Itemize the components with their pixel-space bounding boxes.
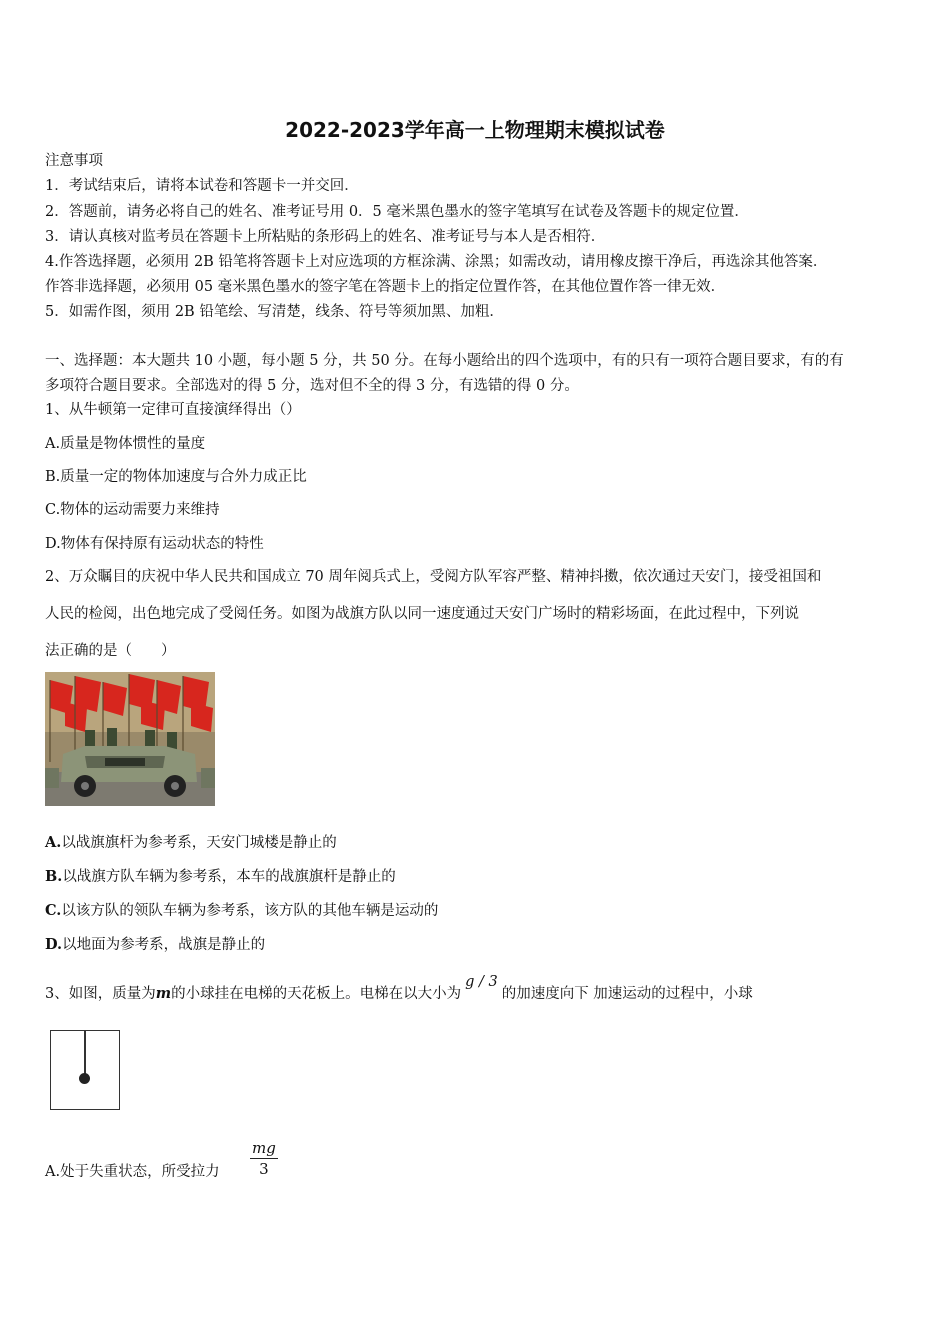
tension-fraction (250, 1138, 278, 1179)
stem-part: 3、如图，质量为 (45, 986, 156, 1002)
stem-part: 的加速度向下 加速运动的过程中，小球 (501, 986, 753, 1002)
notice-item: 4.作答选择题，必须用 2B 铅笔将答题卡上对应选项的方框涂满、涂黑；如需改动，请用橡皮擦干净后，再选涂其他答案． (45, 254, 828, 270)
notice-item: 5．如需作图，须用 2B 铅笔绘、写清楚，线条、符号等须加黑、加粗． (45, 304, 504, 320)
notice-heading: 注意事项 (45, 153, 103, 169)
notice-item: 3．请认真核对监考员在答题卡上所粘贴的条形码上的姓名、准考证号与本人是否相符． (45, 229, 606, 245)
option-text: 以地面为参考系，战旗是静止的 (62, 937, 266, 953)
section-instructions-cont: 多项符合题目要求。全部选对的得 5 分，选对但不全的得 3 分，有选错的得 0 分。 (45, 378, 579, 394)
elevator-diagram (50, 1030, 120, 1110)
question-2-option-d (45, 935, 265, 955)
option-letter: C. (45, 902, 62, 919)
ball-icon (79, 1073, 90, 1084)
question-1-stem: 1、从牛顿第一定律可直接演绎得出（） (45, 402, 301, 418)
mass-symbol: m (155, 985, 172, 1002)
page-title: 2022-2023学年高一上物理期末模拟试卷 (285, 118, 665, 142)
acceleration-expression: g / 3 (465, 974, 498, 990)
question-1-option-a: A.质量是物体惯性的量度 (45, 436, 206, 452)
notice-item: 1．考试结束后，请将本试卷和答题卡一并交回． (45, 178, 359, 194)
option-text: 以战旗方队车辆为参考系，本车的战旗旗杆是静止的 (62, 869, 396, 885)
question-2-option-b (45, 867, 396, 887)
option-letter: A. (45, 834, 62, 851)
question-1-option-d: D.物体有保持原有运动状态的特性 (45, 536, 264, 552)
section-instructions: 一、选择题：本大题共 10 小题，每小题 5 分，共 50 分。在每小题给出的四个选项中，有的只有一项符合题目要求，有的有 (45, 353, 844, 369)
question-2-stem: 2、万众瞩目的庆祝中华人民共和国成立 70 周年阅兵式上，受阅方队军容严整、精神抖擞，依次通过天安门，接受祖国和 (45, 569, 822, 585)
option-letter: D. (45, 936, 63, 953)
notice-item: 作答非选择题，必须用 05 毫米黑色墨水的签字笔在答题卡上的指定位置作答，在其他位置作答一律无效． (45, 279, 726, 295)
question-3-option-a: A.处于失重状态，所受拉力 (45, 1164, 220, 1180)
fraction-denominator: 3 (259, 1160, 269, 1178)
question-1-option-c: C.物体的运动需要力来维持 (45, 502, 220, 518)
question-2-option-c (45, 901, 438, 921)
stem-part: 的小球挂在电梯的天花板上。电梯在以大小为 (171, 986, 462, 1002)
question-2-option-a (45, 833, 337, 853)
question-2-stem-end: 法正确的是（ ） (45, 643, 176, 659)
question-2-stem-cont: 人民的检阅，出色地完成了受阅任务。如图为战旗方队以同一速度通过天安门广场时的精彩场面，在此过程中，下列说 (45, 606, 799, 622)
fraction-numerator: mg (252, 1139, 276, 1157)
question-1-option-b: B.质量一定的物体加速度与合外力成正比 (45, 469, 307, 485)
notice-item: 2．答题前，请务必将自己的姓名、准考证号用 0．5 毫米黑色墨水的签字笔填写在试卷及答题卡的规定位置． (45, 204, 749, 220)
option-text: 以战旗旗杆为参考系，天安门城楼是静止的 (61, 835, 337, 851)
parade-photo (45, 672, 215, 806)
option-text: 以该方队的领队车辆为参考系，该方队的其他车辆是运动的 (61, 903, 439, 919)
string-line (84, 1031, 86, 1077)
option-letter: B. (45, 868, 63, 885)
question-3-stem (45, 974, 753, 1004)
